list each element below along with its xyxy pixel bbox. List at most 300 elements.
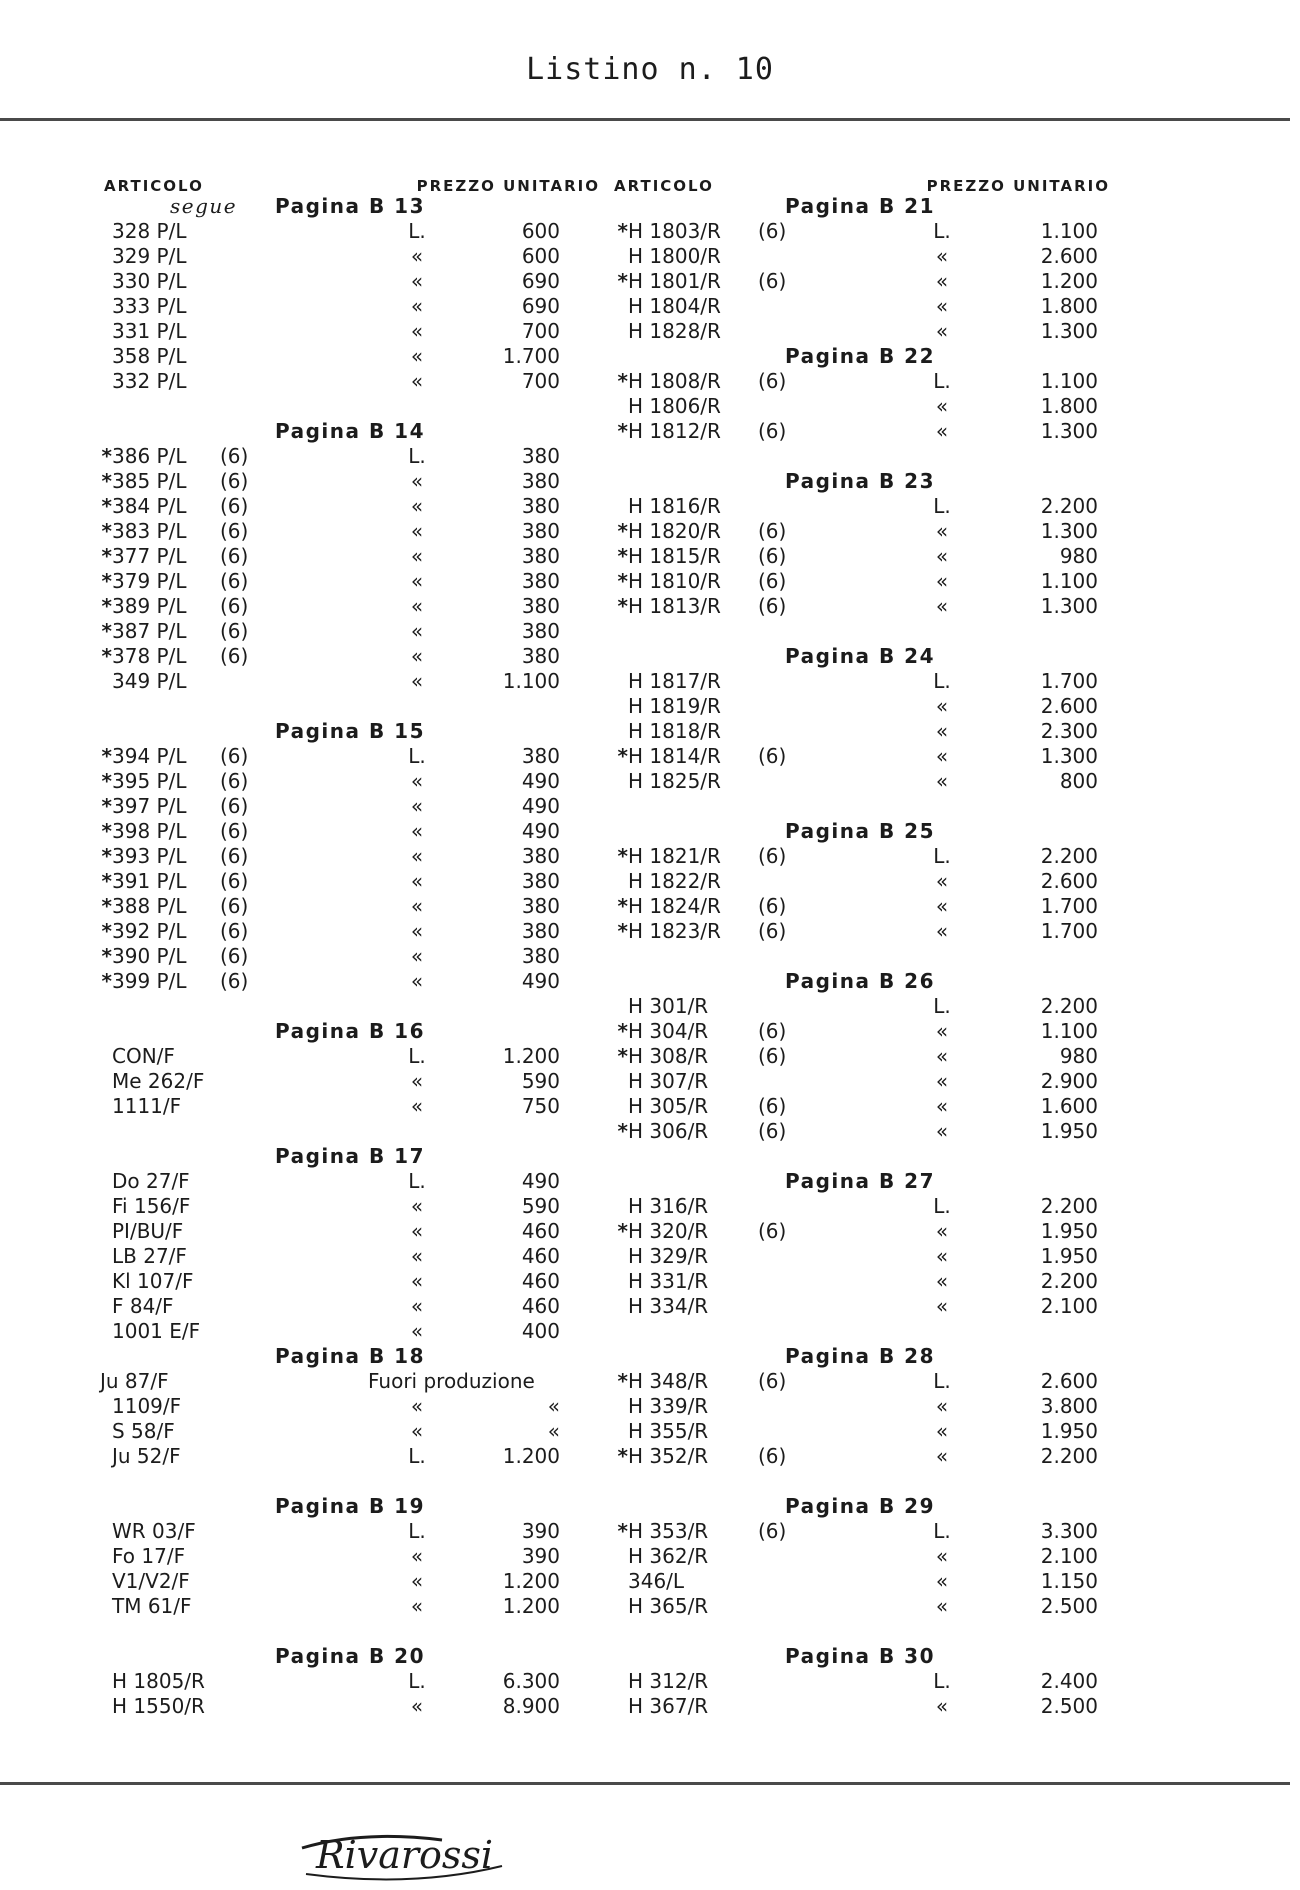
- novelty-star: *: [101, 619, 112, 643]
- footnote-ref: (6): [220, 919, 249, 943]
- article-row: [100, 244, 600, 269]
- article-code: H 1550/R: [112, 1694, 205, 1718]
- article-code: PI/BU/F: [112, 1219, 184, 1243]
- article-code: H 316/R: [628, 1194, 709, 1218]
- currency-mark: «: [410, 1094, 424, 1118]
- footnote-ref: (6): [220, 744, 249, 768]
- novelty-star: *: [617, 894, 628, 918]
- article-row: [610, 1044, 1110, 1069]
- currency-mark: «: [410, 544, 424, 568]
- article-row: [100, 844, 600, 869]
- article-row: [610, 1244, 1110, 1269]
- page-section-heading: [610, 1644, 1110, 1669]
- article-cell: [616, 694, 721, 719]
- article-row: [100, 644, 600, 669]
- novelty-star: *: [617, 1519, 628, 1543]
- article-cell: [100, 319, 186, 344]
- article-cell: [100, 1219, 183, 1244]
- article-code: 377 P/L: [112, 544, 187, 568]
- article-code: H 1821/R: [628, 844, 721, 868]
- currency-mark: «: [935, 1269, 949, 1293]
- page-section-heading: [100, 1494, 600, 1519]
- currency-mark: «: [935, 1219, 949, 1243]
- article-row: [610, 1294, 1110, 1319]
- article-row: [100, 494, 600, 519]
- article-code: 390 P/L: [112, 944, 187, 968]
- spacer-row: [100, 1119, 600, 1144]
- unit-price: 1.700: [1040, 919, 1098, 943]
- currency-mark: «: [410, 1594, 424, 1618]
- footnote-ref: (6): [758, 1369, 787, 1393]
- unit-price: 1.300: [1040, 594, 1098, 618]
- unit-price: 460: [521, 1219, 560, 1243]
- article-cell: [616, 544, 721, 569]
- article-row: [610, 419, 1110, 444]
- article-row: [100, 1419, 600, 1444]
- unit-price: 460: [521, 1244, 560, 1268]
- currency-mark: L.: [933, 219, 951, 243]
- bottom-divider: [0, 1782, 1290, 1785]
- footnote-ref: (6): [220, 844, 249, 868]
- article-row: [610, 1119, 1110, 1144]
- article-code: H 353/R: [628, 1519, 709, 1543]
- article-row: [100, 1069, 600, 1094]
- unit-price: 380: [521, 919, 560, 943]
- article-row: [100, 369, 600, 394]
- unit-price: 1.600: [1040, 1094, 1098, 1118]
- unit-price: 380: [521, 869, 560, 893]
- article-cell: [100, 869, 186, 894]
- article-row: [100, 944, 600, 969]
- currency-mark: «: [935, 1119, 949, 1143]
- footnote-ref: (6): [758, 594, 787, 618]
- unit-price: 400: [521, 1319, 560, 1343]
- article-row: [610, 319, 1110, 344]
- spacer-row: [100, 694, 600, 719]
- article-row: [100, 1294, 600, 1319]
- article-code: H 1817/R: [628, 669, 721, 693]
- footnote-ref: (6): [758, 844, 787, 868]
- article-row: [610, 269, 1110, 294]
- currency-mark: «: [935, 719, 949, 743]
- page-section-heading: [610, 969, 1110, 994]
- article-code: F 84/F: [112, 1294, 174, 1318]
- article-code: H 306/R: [628, 1119, 709, 1143]
- unit-price: 380: [521, 444, 560, 468]
- currency-mark: «: [410, 794, 424, 818]
- article-code: H 1814/R: [628, 744, 721, 768]
- novelty-star: *: [617, 1219, 628, 1243]
- page-number-label: Pagina B 24: [784, 644, 936, 668]
- unit-price: 2.200: [1040, 844, 1098, 868]
- article-code: V1/V2/F: [112, 1569, 190, 1593]
- article-row: [100, 1269, 600, 1294]
- article-code: 379 P/L: [112, 569, 187, 593]
- unit-price: 690: [521, 294, 560, 318]
- currency-mark: L.: [933, 1519, 951, 1543]
- currency-mark: «: [410, 844, 424, 868]
- currency-mark: L.: [933, 994, 951, 1018]
- article-row: [610, 544, 1110, 569]
- article-cell: [616, 1394, 708, 1419]
- article-code: Fo 17/F: [112, 1544, 186, 1568]
- unit-price: 2.200: [1040, 1194, 1098, 1218]
- article-code: Ju 87/F: [100, 1369, 169, 1393]
- page-number-label: Pagina B 28: [784, 1344, 936, 1368]
- unit-price: 2.600: [1040, 694, 1098, 718]
- article-code: H 362/R: [628, 1544, 709, 1568]
- article-code: H 1819/R: [628, 694, 721, 718]
- article-code: H 1820/R: [628, 519, 721, 543]
- article-code: 393 P/L: [112, 844, 187, 868]
- article-row: [610, 1269, 1110, 1294]
- article-row: [100, 1694, 600, 1719]
- unit-price: 380: [521, 744, 560, 768]
- page-section-heading: [610, 1169, 1110, 1194]
- article-code: 346/L: [628, 1569, 685, 1593]
- article-cell: [100, 1669, 205, 1694]
- article-cell: [616, 1694, 708, 1719]
- currency-mark: «: [410, 894, 424, 918]
- unit-price: 3.800: [1040, 1394, 1098, 1418]
- article-cell: [616, 1519, 708, 1544]
- currency-mark: «: [935, 244, 949, 268]
- article-code: H 1813/R: [628, 594, 721, 618]
- unit-price: 1.700: [1040, 669, 1098, 693]
- article-cell: [616, 994, 708, 1019]
- article-row: [610, 1444, 1110, 1469]
- currency-mark: «: [410, 1694, 424, 1718]
- footnote-ref: (6): [220, 619, 249, 643]
- article-code: H 1800/R: [628, 244, 721, 268]
- footnote-ref: (6): [220, 469, 249, 493]
- article-code: H 1815/R: [628, 544, 721, 568]
- currency-mark: «: [410, 1194, 424, 1218]
- page-number-label: Pagina B 17: [274, 1144, 426, 1168]
- article-code: H 304/R: [628, 1019, 709, 1043]
- page-number-label: Pagina B 16: [274, 1019, 426, 1043]
- novelty-star: *: [101, 494, 112, 518]
- article-cell: [616, 1044, 708, 1069]
- article-row: [100, 1569, 600, 1594]
- segue-label: segue: [170, 194, 238, 218]
- spacer-row: [100, 394, 600, 419]
- article-row: [100, 1669, 600, 1694]
- article-cell: [100, 219, 186, 244]
- unit-price: 490: [521, 969, 560, 993]
- article-code: H 1804/R: [628, 294, 721, 318]
- page-section-heading: [610, 1344, 1110, 1369]
- page-number-label: Pagina B 14: [274, 419, 426, 443]
- article-code: 394 P/L: [112, 744, 187, 768]
- article-code: 330 P/L: [112, 269, 187, 293]
- article-code: 385 P/L: [112, 469, 187, 493]
- article-cell: [100, 1044, 175, 1069]
- novelty-star: *: [617, 1119, 628, 1143]
- footnote-ref: (6): [758, 744, 787, 768]
- currency-mark: «: [935, 544, 949, 568]
- article-code: H 1812/R: [628, 419, 721, 443]
- currency-mark: L.: [408, 1669, 426, 1693]
- currency-mark: L.: [408, 744, 426, 768]
- currency-mark: «: [935, 1044, 949, 1068]
- article-code: 397 P/L: [112, 794, 187, 818]
- unit-price: 700: [521, 369, 560, 393]
- article-cell: [100, 669, 186, 694]
- top-divider: [0, 118, 1290, 121]
- currency-mark: «: [935, 294, 949, 318]
- novelty-star: *: [101, 544, 112, 568]
- article-row: [100, 1169, 600, 1194]
- article-row: [610, 919, 1110, 944]
- article-cell: [100, 919, 186, 944]
- currency-mark: «: [410, 944, 424, 968]
- page-number-label: Pagina B 29: [784, 1494, 936, 1518]
- novelty-star: *: [101, 869, 112, 893]
- article-cell: [100, 594, 186, 619]
- article-row: [610, 1669, 1110, 1694]
- unit-price: 2.200: [1040, 494, 1098, 518]
- article-cell: [616, 1419, 708, 1444]
- article-cell: [100, 294, 186, 319]
- unit-price: 1.300: [1040, 319, 1098, 343]
- novelty-star: *: [101, 569, 112, 593]
- unit-price: 600: [521, 219, 560, 243]
- currency-mark: «: [410, 319, 424, 343]
- footnote-ref: (6): [758, 219, 787, 243]
- currency-mark: L.: [933, 1369, 951, 1393]
- article-code: 331 P/L: [112, 319, 187, 343]
- article-row: [100, 869, 600, 894]
- unit-price: 2.500: [1040, 1694, 1098, 1718]
- article-cell: [100, 494, 186, 519]
- currency-mark: «: [935, 1569, 949, 1593]
- article-row: [610, 844, 1110, 869]
- spacer-row: [100, 994, 600, 1019]
- currency-mark: «: [935, 519, 949, 543]
- currency-mark: L.: [408, 1519, 426, 1543]
- article-cell: [100, 1444, 181, 1469]
- article-cell: [616, 219, 721, 244]
- unit-price: 380: [521, 944, 560, 968]
- article-cell: [616, 594, 721, 619]
- page-section-heading: [610, 344, 1110, 369]
- article-cell: [616, 244, 721, 269]
- unit-price: 980: [1059, 1044, 1098, 1068]
- page-title: Listino n. 10: [526, 52, 774, 87]
- article-cell: [100, 1269, 193, 1294]
- article-cell: [100, 1394, 181, 1419]
- article-cell: [100, 1069, 204, 1094]
- page-section-heading: [100, 1344, 600, 1369]
- novelty-star: *: [101, 794, 112, 818]
- article-row: [610, 1094, 1110, 1119]
- currency-mark: «: [410, 369, 424, 393]
- currency-mark: «: [410, 1269, 424, 1293]
- unit-price: 750: [521, 1094, 560, 1118]
- novelty-star: *: [101, 594, 112, 618]
- article-row: [610, 1419, 1110, 1444]
- footnote-ref: (6): [758, 1219, 787, 1243]
- article-row: [100, 569, 600, 594]
- unit-price: 6.300: [502, 1669, 560, 1693]
- currency-mark: «: [410, 1419, 424, 1443]
- footnote-ref: (6): [758, 269, 787, 293]
- unit-price: 1.300: [1040, 744, 1098, 768]
- article-row: [610, 869, 1110, 894]
- article-cell: [616, 494, 721, 519]
- currency-mark: «: [935, 769, 949, 793]
- article-row: [610, 694, 1110, 719]
- article-row: [100, 619, 600, 644]
- article-cell: [100, 469, 186, 494]
- unit-price: 490: [521, 794, 560, 818]
- unit-price: 380: [521, 519, 560, 543]
- currency-mark: «: [935, 744, 949, 768]
- page-section-heading: [610, 194, 1110, 219]
- footnote-ref: (6): [758, 1094, 787, 1118]
- article-row: [610, 1019, 1110, 1044]
- spacer-row: [610, 1469, 1110, 1494]
- article-cell: [100, 1594, 192, 1619]
- article-cell: [100, 244, 186, 269]
- unit-price: 380: [521, 619, 560, 643]
- novelty-star: *: [101, 819, 112, 843]
- article-code: H 301/R: [628, 994, 709, 1018]
- spacer-row: [610, 1319, 1110, 1344]
- article-row: [100, 744, 600, 769]
- unit-price: 1.950: [1040, 1119, 1098, 1143]
- unit-price: 1.700: [502, 344, 560, 368]
- article-cell: [100, 644, 186, 669]
- article-code: 378 P/L: [112, 644, 187, 668]
- article-code: 329 P/L: [112, 244, 187, 268]
- currency-mark: L.: [933, 1669, 951, 1693]
- articolo-heading: ARTICOLO: [104, 177, 204, 195]
- article-code: CON/F: [112, 1044, 175, 1068]
- article-code: Kl 107/F: [112, 1269, 194, 1293]
- unit-price: «: [547, 1394, 560, 1418]
- article-cell: [100, 444, 186, 469]
- novelty-star: *: [101, 644, 112, 668]
- article-row: [610, 394, 1110, 419]
- unit-price: 380: [521, 469, 560, 493]
- article-code: H 312/R: [628, 1669, 709, 1693]
- article-cell: [100, 1169, 190, 1194]
- currency-mark: «: [410, 269, 424, 293]
- prezzo-heading: PREZZO UNITARIO: [416, 177, 600, 195]
- article-cell: [616, 1369, 708, 1394]
- spacer-row: [100, 1619, 600, 1644]
- currency-mark: «: [410, 244, 424, 268]
- currency-mark: «: [935, 1594, 949, 1618]
- unit-price: 2.200: [1040, 1269, 1098, 1293]
- status-note: Fuori produzione: [368, 1369, 535, 1393]
- footnote-ref: (6): [220, 444, 249, 468]
- article-row: [610, 494, 1110, 519]
- article-code: H 329/R: [628, 1244, 709, 1268]
- unit-price: 490: [521, 769, 560, 793]
- unit-price: 1.100: [1040, 1019, 1098, 1043]
- footnote-ref: (6): [220, 594, 249, 618]
- currency-mark: «: [410, 669, 424, 693]
- currency-mark: «: [410, 494, 424, 518]
- article-row: [100, 319, 600, 344]
- article-row: [610, 244, 1110, 269]
- unit-price: 690: [521, 269, 560, 293]
- novelty-star: *: [617, 219, 628, 243]
- article-cell: [616, 1594, 708, 1619]
- article-row: [100, 444, 600, 469]
- article-row: [610, 1569, 1110, 1594]
- right-column-header: [610, 172, 1110, 194]
- currency-mark: «: [935, 1294, 949, 1318]
- article-row: [610, 894, 1110, 919]
- footnote-ref: (6): [220, 519, 249, 543]
- article-code: H 355/R: [628, 1419, 709, 1443]
- article-cell: [616, 1069, 708, 1094]
- currency-mark: «: [935, 1694, 949, 1718]
- novelty-star: *: [617, 1044, 628, 1068]
- article-code: H 1823/R: [628, 919, 721, 943]
- article-cell: [616, 394, 721, 419]
- article-cell: [616, 1569, 684, 1594]
- unit-price: 490: [521, 819, 560, 843]
- currency-mark: «: [935, 394, 949, 418]
- unit-price: 380: [521, 569, 560, 593]
- article-code: H 352/R: [628, 1444, 709, 1468]
- currency-mark: «: [935, 1419, 949, 1443]
- article-code: H 320/R: [628, 1219, 709, 1243]
- page-section-heading: [610, 819, 1110, 844]
- currency-mark: «: [935, 919, 949, 943]
- page-number-label: Pagina B 13: [274, 194, 426, 218]
- article-code: 391 P/L: [112, 869, 187, 893]
- article-code: H 1825/R: [628, 769, 721, 793]
- article-cell: [616, 419, 721, 444]
- currency-mark: L.: [933, 1194, 951, 1218]
- article-row: [100, 594, 600, 619]
- article-cell: [616, 1269, 708, 1294]
- unit-price: 1.950: [1040, 1244, 1098, 1268]
- currency-mark: «: [935, 1394, 949, 1418]
- article-row: [100, 794, 600, 819]
- novelty-star: *: [101, 519, 112, 543]
- page-number-label: Pagina B 15: [274, 719, 426, 743]
- article-row: [100, 1444, 600, 1469]
- article-code: H 1808/R: [628, 369, 721, 393]
- article-code: 384 P/L: [112, 494, 187, 518]
- unit-price: 590: [521, 1194, 560, 1218]
- article-cell: [100, 1094, 181, 1119]
- article-cell: [100, 894, 186, 919]
- novelty-star: *: [617, 269, 628, 293]
- page-number-label: Pagina B 25: [784, 819, 936, 843]
- article-row: [610, 519, 1110, 544]
- article-cell: [616, 1544, 708, 1569]
- article-row: [100, 1194, 600, 1219]
- currency-mark: L.: [408, 1169, 426, 1193]
- footnote-ref: (6): [220, 794, 249, 818]
- article-cell: [616, 294, 721, 319]
- currency-mark: «: [410, 1319, 424, 1343]
- novelty-star: *: [617, 1444, 628, 1468]
- articolo-heading: ARTICOLO: [614, 177, 714, 195]
- footnote-ref: (6): [758, 1519, 787, 1543]
- article-row: [100, 1519, 600, 1544]
- article-row: [100, 1369, 600, 1394]
- currency-mark: «: [935, 1444, 949, 1468]
